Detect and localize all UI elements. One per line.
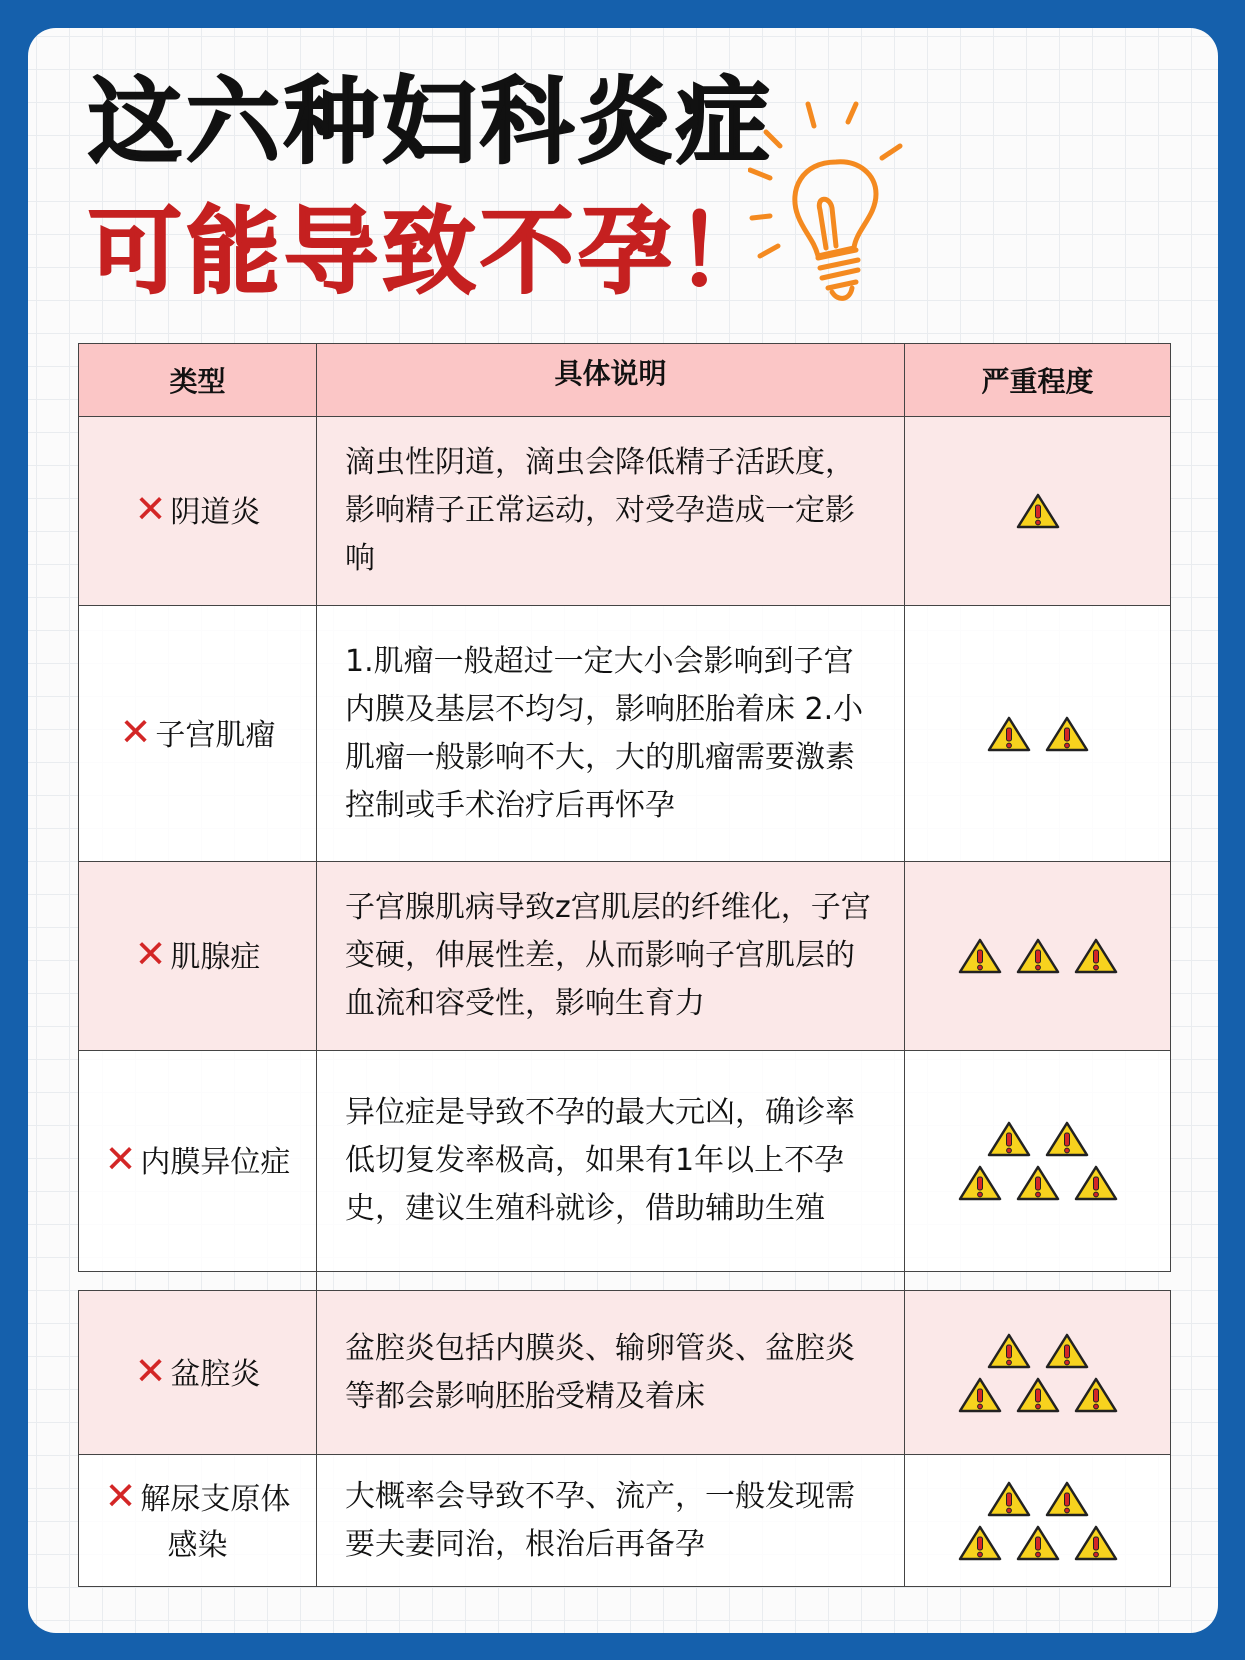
warning-triangle-icon <box>1016 1164 1060 1202</box>
warning-triangle-icon <box>958 1376 1002 1414</box>
severity-cell <box>905 1455 1171 1587</box>
warning-triangle-icon <box>1016 1524 1060 1562</box>
title-line-1: 这六种妇科炎症 <box>88 68 775 177</box>
severity-row <box>905 937 1170 975</box>
severity-cell <box>905 1051 1171 1272</box>
type-label: 盆腔炎 <box>170 1356 261 1392</box>
warning-triangle-icon <box>987 1120 1031 1158</box>
table-spacer <box>79 1272 1171 1291</box>
type-label-line2: 感染 <box>167 1527 228 1563</box>
severity-row <box>905 1120 1170 1158</box>
warning-triangle-icon <box>1074 937 1118 975</box>
severity-row <box>905 1332 1170 1370</box>
severity-row <box>905 492 1170 530</box>
warning-triangle-icon <box>1016 937 1060 975</box>
type-cell <box>79 862 317 1051</box>
type-cell <box>79 1051 317 1272</box>
x-mark-icon: ✕ <box>134 932 167 976</box>
x-mark-icon: ✕ <box>134 1348 167 1393</box>
x-mark-icon: ✕ <box>134 487 167 531</box>
warning-triangle-icon <box>1016 492 1060 530</box>
warning-triangle-icon <box>987 715 1031 753</box>
col-header-type: 类型 <box>79 344 317 417</box>
warning-triangle-icon <box>987 1480 1031 1518</box>
warning-triangle-icon <box>958 937 1002 975</box>
col-header-description: 具体说明 <box>317 344 905 417</box>
x-mark-icon: ✕ <box>119 709 152 754</box>
warning-triangle-icon <box>987 1332 1031 1370</box>
x-mark-icon: ✕ <box>104 1137 137 1181</box>
severity-cell <box>905 417 1171 606</box>
warning-triangle-icon <box>1045 1332 1089 1370</box>
severity-row <box>905 715 1170 753</box>
type-label: 阴道炎 <box>170 495 261 530</box>
table-row <box>79 1291 1171 1455</box>
warning-triangle-icon <box>1045 1480 1089 1518</box>
severity-row <box>905 1376 1170 1414</box>
description-cell: 子宫腺肌病导致z宫肌层的纤维化，子宫变硬，伸展性差，从而影响子宫肌层的血流和容受性，影响生育力 <box>317 862 905 1051</box>
warning-triangle-icon <box>958 1524 1002 1562</box>
type-cell <box>79 417 317 606</box>
table-row <box>79 606 1171 862</box>
type-cell <box>79 1455 317 1587</box>
description-cell: 异位症是导致不孕的最大元凶，确诊率低切复发率极高，如果有1年以上不孕史，建议生殖科就诊，借助辅助生殖 <box>317 1051 905 1272</box>
x-mark-icon: ✕ <box>104 1473 137 1518</box>
severity-row <box>905 1164 1170 1202</box>
table-row <box>79 417 1171 606</box>
description-cell: 盆腔炎包括内膜炎、输卵管炎、盆腔炎等都会影响胚胎受精及着床 <box>317 1291 905 1455</box>
warning-triangle-icon <box>1074 1524 1118 1562</box>
warning-triangle-icon <box>1074 1164 1118 1202</box>
poster-card <box>28 28 1218 1633</box>
warning-triangle-icon <box>1016 1376 1060 1414</box>
type-cell <box>79 606 317 862</box>
severity-cell <box>905 1291 1171 1455</box>
severity-row <box>905 1480 1170 1518</box>
type-label: 解尿支原体 <box>140 1481 291 1517</box>
description-cell: 大概率会导致不孕、流产，一般发现需要夫妻同治，根治后再备孕 <box>317 1455 905 1587</box>
severity-cell <box>905 862 1171 1051</box>
col-header-severity: 严重程度 <box>905 344 1171 417</box>
description-cell: 滴虫性阴道，滴虫会降低精子活跃度，影响精子正常运动，对受孕造成一定影响 <box>317 417 905 606</box>
title-line-2: 可能导致不孕！ <box>88 198 775 307</box>
type-cell <box>79 1291 317 1455</box>
warning-triangle-icon <box>1045 715 1089 753</box>
description-cell: 1.肌瘤一般超过一定大小会影响到子宫内膜及基层不均匀，影响胚胎着床 2.小肌瘤一般影响不大，大的肌瘤需要激素控制或手术治疗后再怀孕 <box>317 606 905 862</box>
type-label: 肌腺症 <box>170 940 261 975</box>
severity-cell <box>905 606 1171 862</box>
table-row <box>79 1051 1171 1272</box>
warning-triangle-icon <box>1074 1376 1118 1414</box>
type-label: 内膜异位症 <box>140 1145 291 1180</box>
table-row <box>79 862 1171 1051</box>
table-row <box>79 1455 1171 1587</box>
inflammation-table <box>78 343 1171 1587</box>
warning-triangle-icon <box>1045 1120 1089 1158</box>
warning-triangle-icon <box>958 1164 1002 1202</box>
type-label: 子宫肌瘤 <box>155 717 276 753</box>
lightbulb-icon <box>748 98 928 318</box>
severity-row <box>905 1524 1170 1562</box>
